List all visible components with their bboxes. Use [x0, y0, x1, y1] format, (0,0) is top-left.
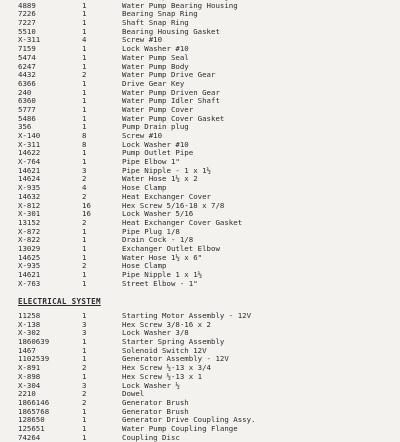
- table-row: [18, 28, 378, 37]
- part-number: 5486: [18, 113, 36, 123]
- quantity: 3: [82, 165, 87, 175]
- table-row: [18, 45, 378, 54]
- part-number: X-812: [18, 200, 41, 210]
- part-number: X-822: [18, 235, 41, 245]
- part-number: 74264: [18, 432, 41, 442]
- part-number: 14621: [18, 165, 41, 175]
- table-row: [18, 2, 378, 11]
- part-number: 14621: [18, 270, 41, 279]
- description: Drain Cock - 1/8: [122, 235, 194, 245]
- description: Hex Screw 3/8-16 x 2: [122, 319, 211, 329]
- quantity: 1: [82, 278, 87, 288]
- quantity: 1: [82, 96, 87, 106]
- quantity: 1: [82, 415, 87, 425]
- description: Screw #10: [122, 35, 163, 45]
- quantity: 3: [82, 328, 87, 338]
- part-number: 7227: [18, 18, 36, 28]
- quantity: 1: [82, 104, 87, 114]
- table-row: [18, 373, 378, 382]
- quantity: 1: [82, 406, 87, 416]
- description: Pipe Elbow 1": [122, 157, 180, 167]
- part-number: 5777: [18, 104, 36, 114]
- description: Bearing Housing Gasket: [122, 26, 220, 36]
- description: Hose Clamp: [122, 183, 167, 193]
- part-number: 5474: [18, 52, 36, 62]
- quantity: 1: [82, 78, 87, 88]
- table-row: [18, 167, 378, 176]
- table-row: [18, 115, 378, 124]
- quantity: 2: [82, 397, 87, 407]
- quantity: 4: [82, 35, 87, 45]
- quantity: 2: [82, 217, 87, 227]
- part-number: 13029: [18, 243, 41, 253]
- description: Starter Spring Assembly: [122, 337, 225, 347]
- table-row: [18, 10, 378, 19]
- part-number: 1865768: [18, 406, 50, 416]
- description: Water Pump Cover: [122, 104, 194, 114]
- part-number: X-763: [18, 278, 41, 288]
- description: Hose Clamp: [122, 261, 167, 271]
- description: Generator Brush: [122, 397, 189, 407]
- description: Pipe Nipple 1 x 1½: [122, 270, 203, 279]
- part-number: 7226: [18, 9, 36, 19]
- part-number: 14625: [18, 252, 41, 262]
- table-row: [18, 271, 378, 280]
- description: Dowel: [122, 389, 145, 399]
- table-row: [18, 123, 378, 132]
- table-row: [18, 254, 378, 263]
- description: Lock Washer #10: [122, 139, 189, 149]
- quantity: 3: [82, 380, 87, 390]
- description: Solenoid Switch 12V: [122, 345, 207, 355]
- table-row: [18, 399, 378, 408]
- description: Starting Motor Assembly - 12V: [122, 311, 252, 320]
- description: Water Pump Bearing Housing: [122, 0, 238, 10]
- table-row: [18, 228, 378, 237]
- quantity: 1: [82, 270, 87, 279]
- quantity: 8: [82, 139, 87, 149]
- description: Water Pump Body: [122, 61, 189, 71]
- part-number: 4432: [18, 70, 36, 80]
- description: Water Pump Drive Gear: [122, 70, 216, 80]
- description: Hex Screw 5/16-18 x 7/8: [122, 200, 225, 210]
- parts-table-electrical: [18, 312, 378, 442]
- quantity: 1: [82, 26, 87, 36]
- part-number: X-138: [18, 319, 41, 329]
- table-row: [18, 219, 378, 228]
- quantity: 1: [82, 52, 87, 62]
- quantity: 1: [82, 235, 87, 245]
- description: Shaft Snap Ring: [122, 18, 189, 28]
- description: Pump Outlet Pipe: [122, 148, 194, 158]
- part-number: X-935: [18, 261, 41, 271]
- part-number: X-140: [18, 131, 41, 140]
- table-row: [18, 71, 378, 80]
- part-number: 2210: [18, 389, 36, 399]
- part-number: X-898: [18, 371, 41, 381]
- part-number: X-304: [18, 380, 41, 390]
- quantity: 16: [82, 200, 91, 210]
- part-number: 14632: [18, 191, 41, 201]
- part-number: 1467: [18, 345, 36, 355]
- description: Lock Washer 5/16: [122, 209, 194, 219]
- table-row: [18, 425, 378, 434]
- quantity: 2: [82, 363, 87, 373]
- quantity: 1: [82, 252, 87, 262]
- part-number: X-872: [18, 226, 41, 236]
- description: Water Pump Coupling Flange: [122, 423, 238, 433]
- table-row: [18, 36, 378, 45]
- part-number: X-764: [18, 157, 41, 167]
- table-row: [18, 390, 378, 399]
- table-row: [18, 132, 378, 141]
- table-row: [18, 175, 378, 184]
- description: Hex Screw ½-13 x 3/4: [122, 363, 211, 373]
- quantity: 1: [82, 9, 87, 19]
- quantity: 2: [82, 389, 87, 399]
- description: Lock Washer ½: [122, 380, 180, 390]
- quantity: 2: [82, 261, 87, 271]
- table-row: [18, 149, 378, 158]
- quantity: 1: [82, 423, 87, 433]
- quantity: 1: [82, 371, 87, 381]
- table-row: [18, 97, 378, 106]
- quantity: 1: [82, 157, 87, 167]
- part-number: 6366: [18, 78, 36, 88]
- table-row: [18, 434, 378, 442]
- table-row: [18, 382, 378, 391]
- description: Drive Gear Key: [122, 78, 185, 88]
- description: Hex Screw ½-13 x 1: [122, 371, 203, 381]
- description: Lock Washer 3/8: [122, 328, 189, 338]
- part-number: 240: [18, 87, 32, 97]
- description: Generator Assembly - 12V: [122, 354, 229, 364]
- description: Pipe Plug 1/8: [122, 226, 180, 236]
- part-number: 14622: [18, 148, 41, 158]
- description: Heat Exchanger Cover Gasket: [122, 217, 243, 227]
- quantity: 2: [82, 174, 87, 184]
- quantity: 1: [82, 122, 87, 132]
- description: Generator Drive Coupling Assy.: [122, 415, 256, 425]
- description: Water Pump Idler Shaft: [122, 96, 220, 106]
- description: Street Elbow - 1": [122, 278, 198, 288]
- description: Exchanger Outlet Elbow: [122, 243, 220, 253]
- quantity: 2: [82, 70, 87, 80]
- part-number: X-301: [18, 209, 41, 219]
- quantity: 1: [82, 61, 87, 71]
- part-number: 1860639: [18, 337, 50, 347]
- quantity: 8: [82, 131, 87, 140]
- quantity: 1: [82, 311, 87, 320]
- quantity: 1: [82, 87, 87, 97]
- description: Water Pump Cover Gasket: [122, 113, 225, 123]
- description: Water Pump Seal: [122, 52, 189, 62]
- table-row: [18, 141, 378, 150]
- description: Water Hose 1½ x 2: [122, 174, 198, 184]
- description: Lock Washer #10: [122, 44, 189, 54]
- quantity: 1: [82, 354, 87, 364]
- part-number: 4889: [18, 0, 36, 10]
- description: Bearing Snap Ring: [122, 9, 198, 19]
- description: Heat Exchanger Cover: [122, 191, 211, 201]
- part-number: 1102539: [18, 354, 50, 364]
- description: Generator Brush: [122, 406, 189, 416]
- part-number: X-935: [18, 183, 41, 193]
- quantity: 1: [82, 18, 87, 28]
- quantity: 1: [82, 113, 87, 123]
- description: Water Hose 1½ x 6": [122, 252, 203, 262]
- quantity: 4: [82, 183, 87, 193]
- part-number: X-311: [18, 35, 41, 45]
- quantity: 2: [82, 191, 87, 201]
- quantity: 16: [82, 209, 91, 219]
- quantity: 1: [82, 345, 87, 355]
- part-number: 6247: [18, 61, 36, 71]
- table-row: [18, 54, 378, 63]
- part-number: 13152: [18, 217, 41, 227]
- description: Water Pump Driven Gear: [122, 87, 220, 97]
- description: Pipe Nipple - 1 x 1½: [122, 165, 211, 175]
- parts-table-cooling: [18, 0, 378, 288]
- description: Coupling Disc: [122, 432, 180, 442]
- quantity: 1: [82, 337, 87, 347]
- quantity: 1: [82, 226, 87, 236]
- part-number: 5510: [18, 26, 36, 36]
- description: Screw #10: [122, 131, 163, 140]
- table-row: [18, 280, 378, 289]
- part-number: 125651: [18, 423, 45, 433]
- part-number: X-891: [18, 363, 41, 373]
- quantity: 1: [82, 243, 87, 253]
- part-number: X-302: [18, 328, 41, 338]
- quantity: 3: [82, 319, 87, 329]
- table-row: [18, 202, 378, 211]
- quantity: 1: [82, 432, 87, 442]
- part-number: 11258: [18, 311, 41, 320]
- description: Pump Drain plug: [122, 122, 189, 132]
- quantity: 1: [82, 0, 87, 10]
- section-title-electrical: ELECTRICAL SYSTEM: [18, 297, 101, 306]
- part-number: X-311: [18, 139, 41, 149]
- part-number: 14624: [18, 174, 41, 184]
- part-number: 7159: [18, 44, 36, 54]
- part-number: 128650: [18, 415, 45, 425]
- table-row: [18, 321, 378, 330]
- part-number: 6360: [18, 96, 36, 106]
- part-number: 1866146: [18, 397, 50, 407]
- quantity: 1: [82, 148, 87, 158]
- part-number: 356: [18, 122, 32, 132]
- quantity: 1: [82, 44, 87, 54]
